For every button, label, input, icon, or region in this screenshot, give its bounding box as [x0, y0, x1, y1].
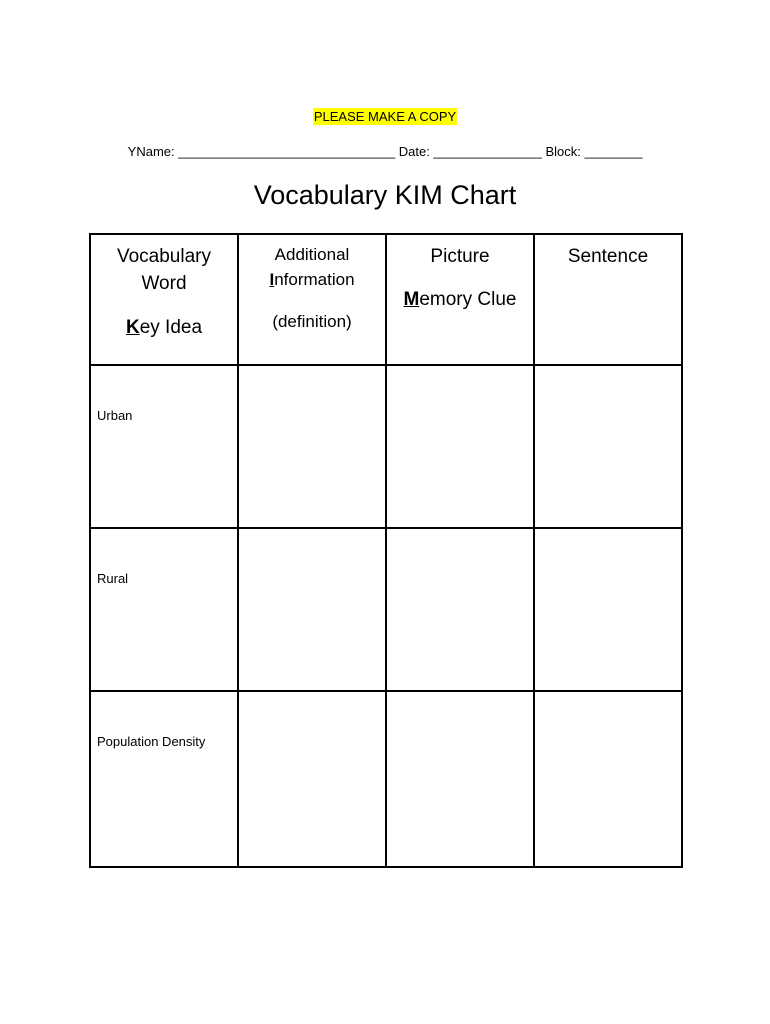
additional-info-cell	[238, 691, 386, 867]
additional-info-cell	[238, 528, 386, 691]
header-additional-information	[238, 234, 386, 365]
header-sentence	[534, 234, 682, 365]
memory-letter: M	[403, 289, 420, 310]
header-row	[90, 234, 682, 365]
name-date-block-line: YName: ______________________________ Date: _______________ Block: ________	[127, 144, 643, 159]
picture-cell	[386, 691, 534, 867]
header-vocab-line1: Vocabulary	[116, 246, 211, 267]
page-title: Vocabulary KIM Chart	[253, 180, 517, 210]
header-vocab-line2: Word	[141, 273, 187, 294]
copy-banner-text: PLEASE MAKE A COPY	[313, 109, 457, 124]
memory-rest: emory Clue	[419, 289, 517, 310]
picture-cell	[386, 528, 534, 691]
table-row	[90, 365, 682, 528]
sentence-cell	[534, 528, 682, 691]
header-sentence-label: Sentence	[567, 246, 649, 267]
table-row	[90, 691, 682, 867]
vocab-word-cell: Rural	[90, 528, 238, 691]
header-memory-clue	[387, 286, 533, 313]
key-rest: ey Idea	[139, 317, 203, 338]
info-letter: I	[269, 270, 275, 289]
header-key-idea	[91, 314, 237, 341]
vocab-word-cell: Urban	[90, 365, 238, 528]
header-picture: Picture	[430, 246, 490, 267]
picture-cell	[386, 365, 534, 528]
header-picture-memory-clue	[386, 234, 534, 365]
key-letter: K	[125, 317, 140, 338]
additional-info-cell	[238, 365, 386, 528]
header-vocabulary-word	[90, 234, 238, 365]
sentence-cell	[534, 691, 682, 867]
header-info-line1: Additional	[274, 245, 350, 264]
header-info-line2	[239, 267, 385, 292]
info-rest: nformation	[274, 270, 355, 289]
header-definition: (definition)	[272, 312, 352, 331]
vocab-word-cell: Population Density	[90, 691, 238, 867]
table-row	[90, 528, 682, 691]
sentence-cell	[534, 365, 682, 528]
kim-chart-table	[89, 233, 683, 868]
copy-banner	[0, 108, 770, 126]
